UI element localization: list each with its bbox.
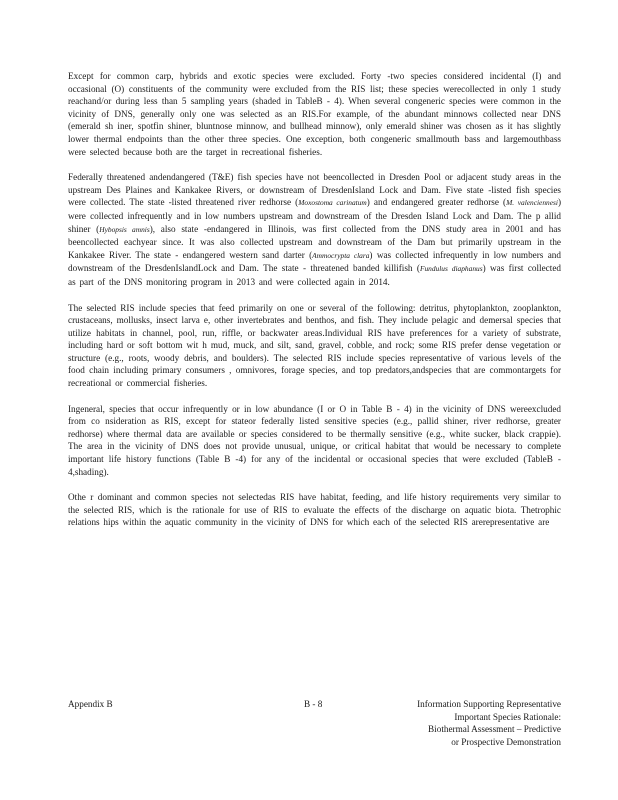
scientific-name: M. valenciennesi [506,198,558,208]
footer-document-title [381,698,561,748]
footer-title-line: or Prospective Demonstration [451,736,561,747]
scientific-name: Ammocrypta clara [312,250,370,260]
body-text [68,70,561,542]
footer-appendix-label: Appendix B [68,699,113,709]
scientific-name: Hybopsis amnis [99,224,150,234]
paragraph-exclusion-criteria: Except for common carp, hybrids and exotic species were excluded. Forty -two species considered incidental (I) and occasional (O) constituents of the community were excluded from the RIS list; these species werecollected in only 1 study reachand/or during less than 5 sampling years (shaded in TableB - 4). When several congeneric species were common in the vicinity of DNS, generally only one was selected as an RIS.For example, of the abundant minnows collected near DNS (emerald sh iner, spotfin shiner, bluntnose minnow, and bullhead minnow), only emerald shiner was chosen as it has slightly lower thermal endpoints than the other three species. One exception, both congeneric smallmouth bass and largemouthbass were selected because both are the target in recreational fisheries. [68,71,561,157]
page-footer [68,698,561,758]
scientific-name: Moxostoma carinatum [298,198,367,208]
paragraph-text: ) was first collected as part of the DNS monitoring program in 2013 and were collected again in 2014. [68,263,561,287]
scientific-name: Fundulus diaphanus [419,264,483,274]
footer-title-line: Biothermal Assessment – Predictive [428,724,561,735]
paragraph-other-species: Othe r dominant and common species not selectedas RIS have habitat, feeding, and life history requirements very similar to the selected RIS, which is the rationale for use of RIS to evaluate the effects of the discharge on aquatic biota. Thetrophic relations hips within the aquatic community in the vicinity of DNS for which each of the selected RIS arerepresentative are [68,492,561,528]
paragraph-text: ) were collected infrequently and in low numbers upstream and downstream of the Dresden Island Lock and Dam. The p allid shiner ( [68,197,562,234]
paragraph-ris-feeding-habitat: The selected RIS include species that feed primarily on one or several of the following: detritus, phytoplankton, zooplankton, crustaceans, mollusks, insect larva e, other invertebrates and benthos, and fish. They include pelagic and demersal species that utilize habitats in channel, pool, run, riffle, or backwater areas.Individual RIS have preferences for a variety of substrate, including hard or soft bottom wit h mud, muck, and silt, sand, gravel, cobble, and rock; some RIS prefer dense vegetation or structure (e.g., roots, woody debris, and boulders). The selected RIS include species representative of various levels of the food chain including primary consumers , omnivores, forage species, and top predators,andspecies that are commontargets for recreational or commercial fisheries. [68,302,561,389]
paragraph-listed-species [68,171,561,288]
footer-title-line: Information Supporting Representative [417,699,561,709]
paragraph-infrequent-species: Ingeneral, species that occur infrequently or in low abundance (I or O in Table B - 4) in the vicinity of DNS wereexcluded from co nsideration as RIS, except for stateor federally listed sensitive species (e.g., pallid shiner, river redhorse, greater redhorse) where thermal data are available or species considered to be thermally sensitive (e.g., white sucker, black crappie). The area in the vicinity of DNS does not provide unusual, unique, or critical habitat that would be necessary to complete important life history functions (Table B -4) for any of the incidental or occasional species that were excluded (TableB - 4,shading). [68,403,561,477]
paragraph-text: ) and endangered greater redhorse ( [366,197,507,208]
paragraph-text: ) was collected infrequently in low numbers and downstream of the DresdenIslandLock and Dam. The state - threatened banded killifish ( [68,249,561,274]
paragraph-text: Federally threatened andendangered (T&E) fish species have not beencollected in Dresden Pool or adjacent study areas in the upstream Des Plaines and Kankakee Rivers, or downstream of DresdenIsland Lock and Dam. Five state -listed fish species were collected. The state -listed threatened river redhorse ( [68,172,561,208]
footer-title-line: Important Species Rationale: [454,711,561,722]
paragraph-text: ), also state -endangered in Illinois, was first collected from the DNS study area in 2001 and has beencollected eachyear since. It was also collected upstream and downstream of the Dam but primarily upstream in the Kankakee River. The state - endangered western sand darter ( [68,223,561,260]
page-number: B - 8 [304,699,323,709]
